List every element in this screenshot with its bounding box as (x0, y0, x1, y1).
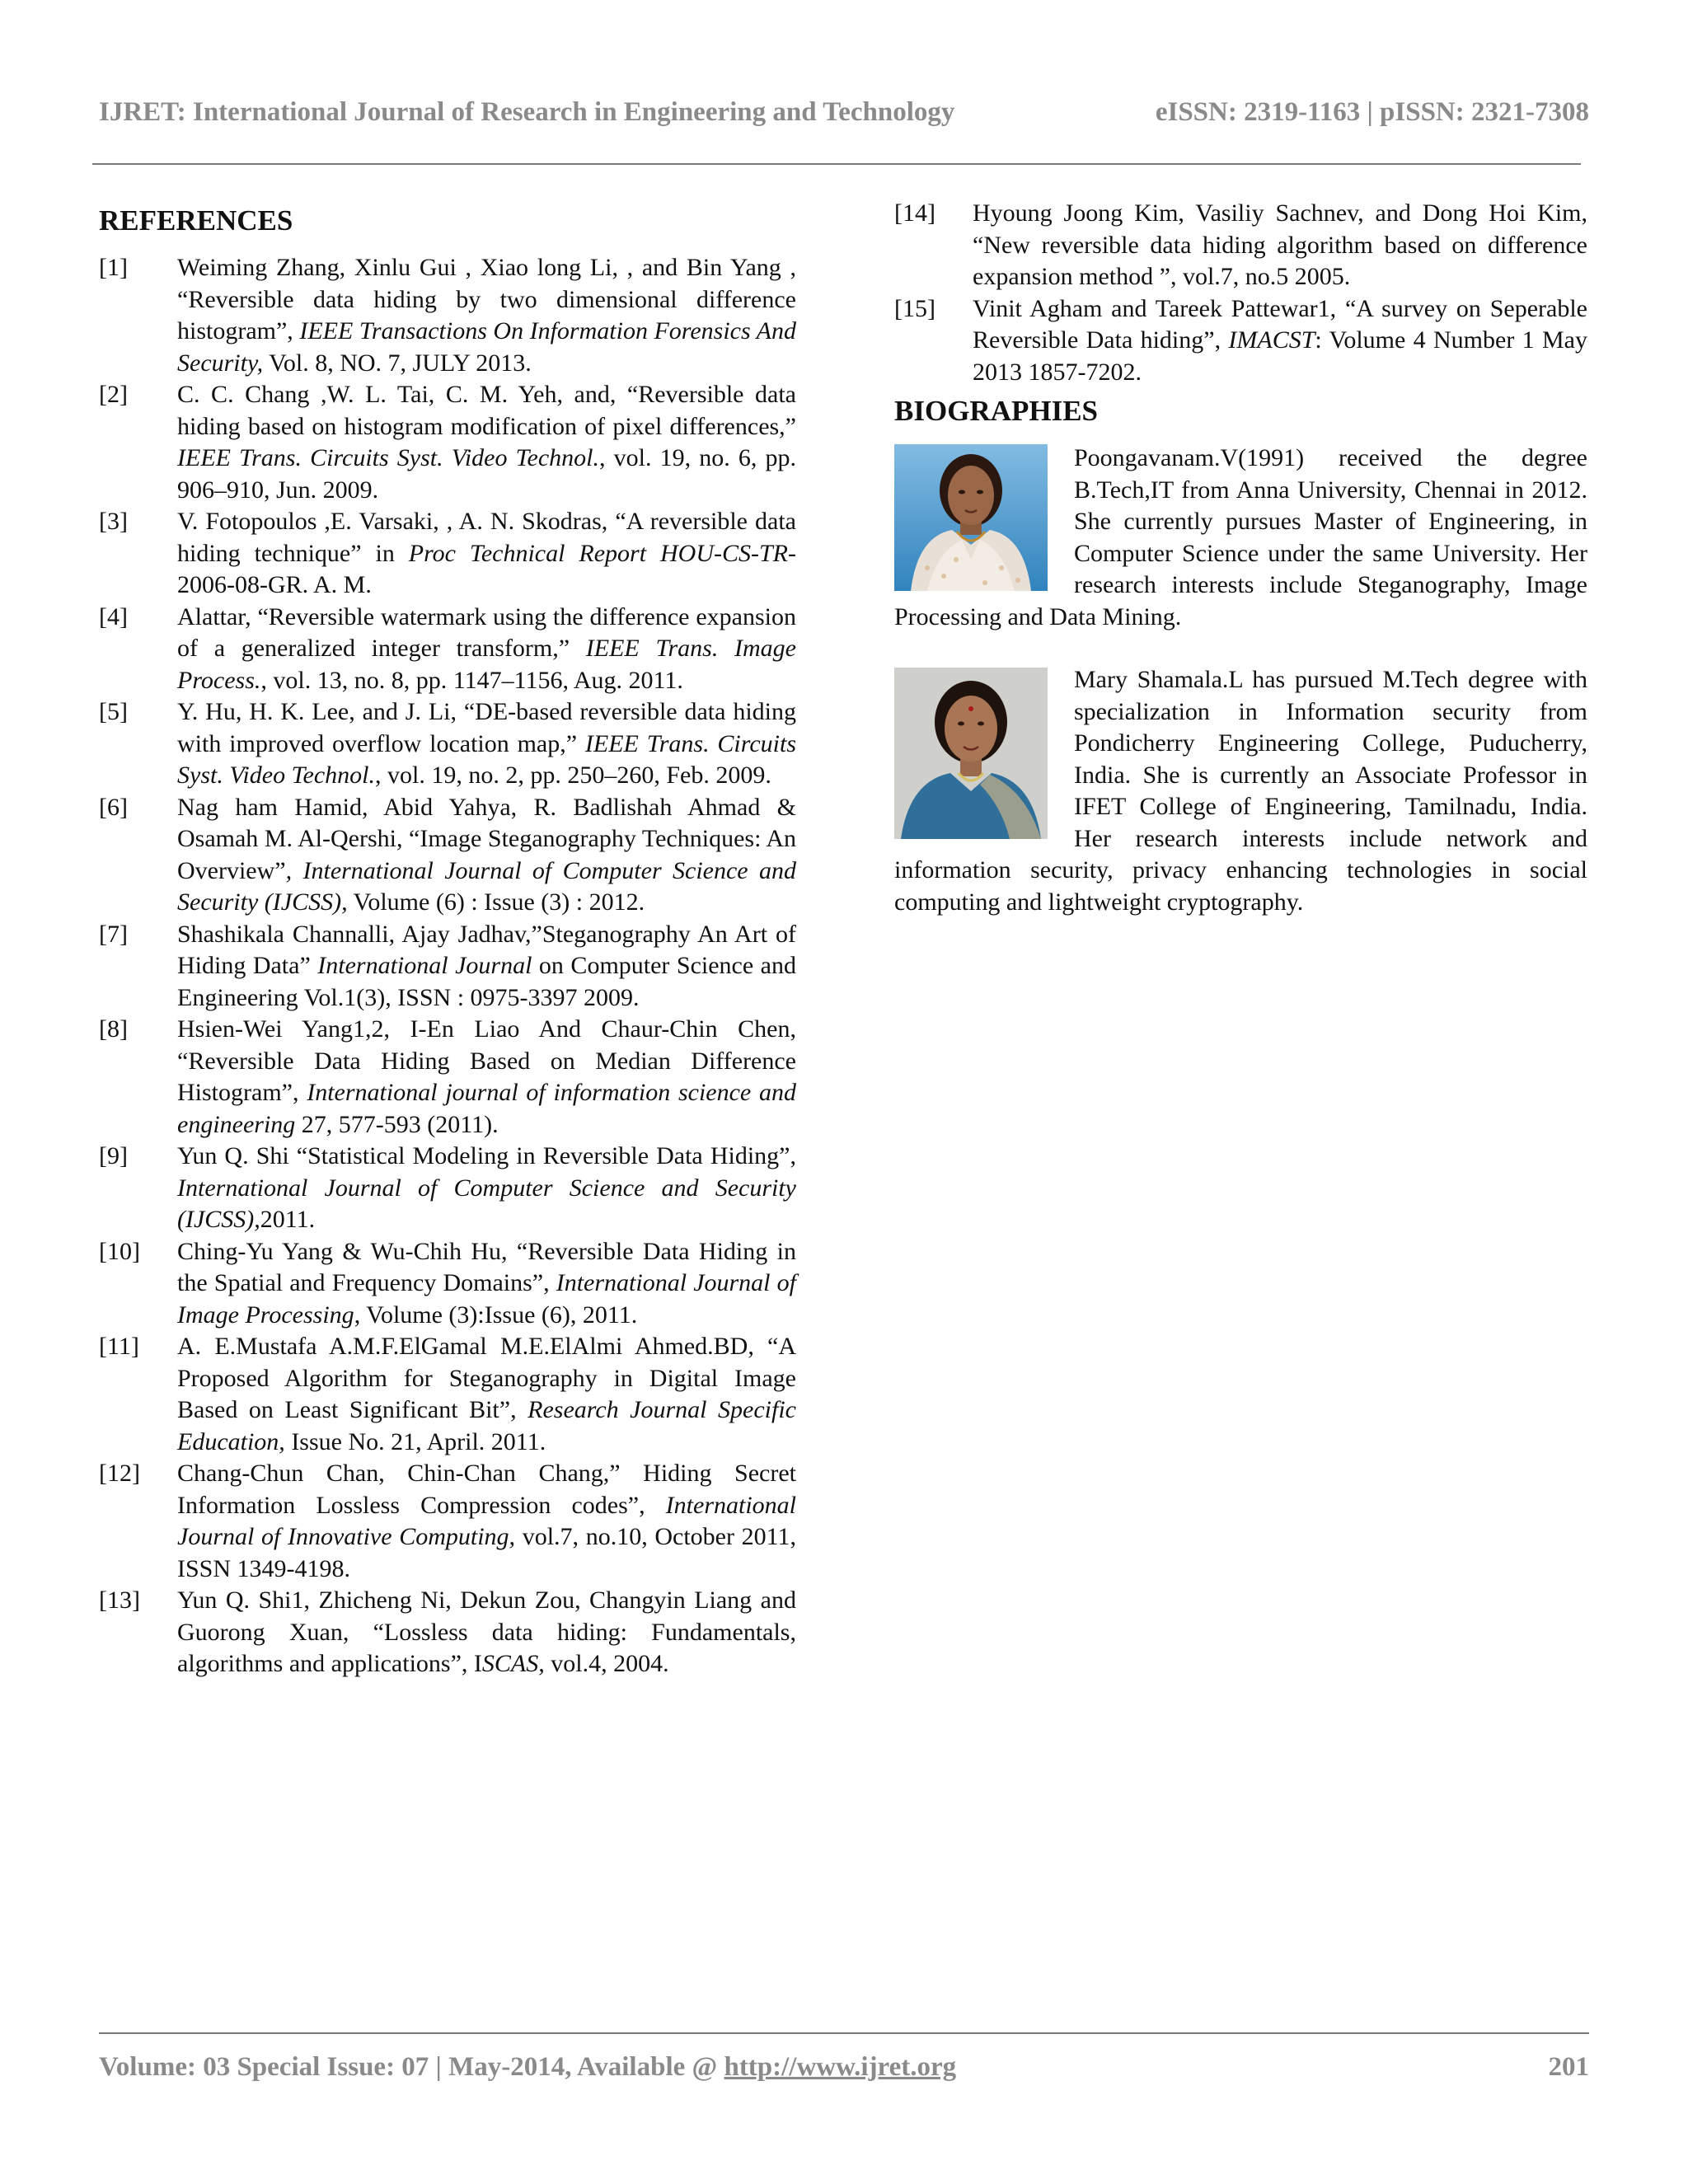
reference-source: International Journal of Innovative Computing, (177, 1491, 796, 1550)
left-column (99, 198, 796, 1680)
references-heading: REFERENCES (99, 204, 293, 237)
reference-source: IEEE Trans. Circuits Syst. Video Technol. (177, 444, 600, 471)
reference-text: Yun Q. Shi “Statistical Modeling in Reversible Data Hiding”, (177, 1142, 796, 1169)
page-footer (99, 2052, 1589, 2085)
references-list-left (99, 252, 796, 1680)
reference-number: [3] (99, 508, 128, 535)
reference-number: [2] (99, 381, 128, 408)
reference-text: Alattar, “Reversible watermark using the difference expansion of a generalized integer transform,” (177, 602, 796, 662)
reference-source: IMACST (1228, 326, 1315, 354)
biography-text-2: Mary Shamala.L has pursued M.Tech degree with specialization in Information security from Pondicherry Engineering College, Puducherry, India. She is currently an Associate Professor in IFET College of Engineering, Tamilnadu, India. Her research interests include network and information security, privacy enhancing technologies in social computing and lightweight cryptography. (894, 666, 1587, 916)
reference-text: 2011. (260, 1206, 316, 1233)
reference-item (894, 293, 1587, 389)
reference-text: Weiming Zhang, Xinlu Gui , Xiao long Li, , and Bin Yang , “Reversible data hiding by two dimensional difference histogram”, (177, 254, 796, 344)
right-column (894, 198, 1587, 949)
biographies-heading: BIOGRAPHIES (894, 395, 1098, 427)
reference-source: IEEE Trans. Circuits Syst. Video Technol. (177, 729, 796, 789)
reference-item (99, 379, 796, 506)
reference-number: [7] (99, 920, 128, 948)
reference-number: [13] (99, 1586, 140, 1614)
reference-source: International Journal of Image Processing (177, 1269, 796, 1329)
reference-item (99, 919, 796, 1015)
reference-item (99, 1331, 796, 1458)
reference-text: vol.7, no.10, October 2011, ISSN 1349-4198. (177, 1523, 796, 1582)
reference-number: [15] (894, 294, 935, 322)
reference-text: , vol. 19, no. 2, pp. 250–260, Feb. 2009. (374, 762, 771, 789)
reference-item (99, 1141, 796, 1236)
reference-text: Hsien-Wei Yang1,2, I-En Liao And Chaur-Chin Chen, “Reversible Data Hiding Based on Median Difference Histogram”, (177, 1015, 796, 1106)
reference-source: , International Journal of Computer Science and Security (IJCSS), (177, 856, 796, 916)
reference-text: -2006-08-GR. A. M. (177, 539, 796, 598)
reference-text: Nag ham Hamid, Abid Yahya, R. Badlishah Ahmad & Osamah M. Al-Qershi, “Image Steganography Techniques: An Overview” (177, 793, 796, 884)
author-photo-1 (894, 444, 1048, 591)
reference-item (99, 602, 796, 697)
reference-text: on Computer Science and Engineering Vol.1(3), ISSN : 0975-3397 2009. (177, 952, 797, 1011)
reference-text: Ching-Yu Yang & Wu-Chih Hu, “Reversible Data Hiding in the Spatial and Frequency Domains”, (177, 1237, 796, 1296)
reference-text: Vol. 8, NO. 7, JULY 2013. (263, 349, 532, 377)
header-rule (92, 163, 1581, 165)
reference-item (99, 1458, 796, 1585)
reference-number: [5] (99, 698, 128, 725)
reference-text: Hyoung Joong Kim, Vasiliy Sachnev, and Dong Hoi Kim, “New reversible data hiding algorithm based on difference expansion method ”, vol.7, no.5 2005. (973, 199, 1587, 290)
reference-text: , vol. 13, no. 8, pp. 1147–1156, Aug. 2011. (260, 666, 683, 694)
reference-source: International journal of information science and engineering (177, 1079, 797, 1138)
biography-1 (894, 443, 1587, 633)
reference-text: V. Fotopoulos ,E. Varsaki, , A. N. Skodras, “A reversible data hiding technique” in (177, 508, 796, 567)
reference-item (99, 1014, 796, 1141)
footer-volume-text: Volume: 03 Special Issue: 07 | May-2014, Available @ (99, 2052, 724, 2082)
reference-number: [11] (99, 1333, 139, 1360)
biography-2 (894, 664, 1587, 918)
reference-text: Yun Q. Shi1, Zhicheng Ni, Dekun Zou, Changyin Liang and Guorong Xuan, “Lossless data hiding: Fundamentals, algorithms and applications”, I (177, 1586, 796, 1677)
reference-text: Vinit Agham and Tareek Pattewar1, “A survey on Seperable Reversible Data hiding”, (973, 294, 1587, 354)
biography-text-1: Poongavanam.V(1991) received the degree B.Tech,IT from Anna University, Chennai in 2012. She currently pursues Master of Engineering, in Computer Science under the same University. Her research interests include Steganography, Image Processing and Data Mining. (894, 444, 1587, 630)
reference-item (894, 198, 1587, 293)
reference-number: [4] (99, 602, 128, 630)
reference-source: International Journal (317, 952, 532, 979)
reference-text: Volume (6) : Issue (3) : 2012. (347, 888, 645, 916)
reference-source: Proc Technical Report HOU-CS-TR (408, 539, 788, 567)
reference-text: Chang-Chun Chan, Chin-Chan Chang,” Hiding Secret Information Lossless Compression codes”, (177, 1460, 796, 1519)
issn-info: eISSN: 2319-1163 | pISSN: 2321-7308 (1155, 97, 1589, 127)
footer-url-link[interactable]: http://www.ijret.org (724, 2052, 957, 2082)
reference-number: [14] (894, 199, 935, 227)
reference-number: [6] (99, 793, 128, 821)
reference-item (99, 252, 796, 379)
reference-number: [1] (99, 254, 128, 281)
journal-title: IJRET: International Journal of Research in Engineering and Technology (99, 97, 955, 127)
reference-item (99, 506, 796, 602)
page-number: 201 (1548, 2052, 1589, 2082)
reference-source: International Journal of Computer Science and Security (IJCSS), (177, 1174, 796, 1233)
author-photo-2 (894, 668, 1048, 839)
footer-rule (99, 2032, 1589, 2034)
footer-volume (99, 2052, 956, 2083)
reference-item (99, 696, 796, 792)
reference-number: [10] (99, 1237, 140, 1265)
reference-item (99, 1236, 796, 1332)
reference-text: 27, 577-593 (2011). (295, 1110, 499, 1138)
reference-source: IEEE Trans. Image Process. (177, 635, 796, 694)
reference-item (99, 792, 796, 919)
reference-text: A. E.Mustafa A.M.F.ElGamal M.E.ElAlmi Ahmed.BD, “A Proposed Algorithm for Steganography in Digital Image Based on Least Significant Bit”, (177, 1333, 796, 1423)
reference-source: IEEE Transactions On Information Forensics And Security, (177, 317, 796, 377)
reference-text: C. C. Chang ,W. L. Tai, C. M. Yeh, and, “Reversible data hiding based on histogram modification of pixel differences,” (177, 381, 796, 440)
reference-text: : Volume 4 Number 1 May 2013 1857-7202. (973, 326, 1587, 386)
reference-text: , vol. 19, no. 6, pp. 906–910, Jun. 2009. (177, 444, 796, 504)
reference-text: , Volume (3):Issue (6), 2011. (354, 1301, 638, 1329)
references-list-right (894, 198, 1587, 388)
reference-text: Shashikala Channalli, Ajay Jadhav,”Steganography An Art of Hiding Data” (177, 920, 796, 979)
reference-number: [8] (99, 1015, 128, 1043)
reference-number: [9] (99, 1142, 128, 1169)
reference-source: Research Journal Specific Education, (177, 1396, 796, 1455)
page-header (99, 97, 1589, 138)
reference-text: Y. Hu, H. K. Lee, and J. Li, “DE-based reversible data hiding with improved overflow location map,” (177, 698, 796, 757)
reference-number: [12] (99, 1460, 140, 1487)
reference-source: SCAS, (481, 1650, 545, 1677)
reference-text: vol.4, 2004. (544, 1650, 669, 1677)
reference-item (99, 1585, 796, 1680)
reference-text: Issue No. 21, April. 2011. (284, 1427, 546, 1455)
